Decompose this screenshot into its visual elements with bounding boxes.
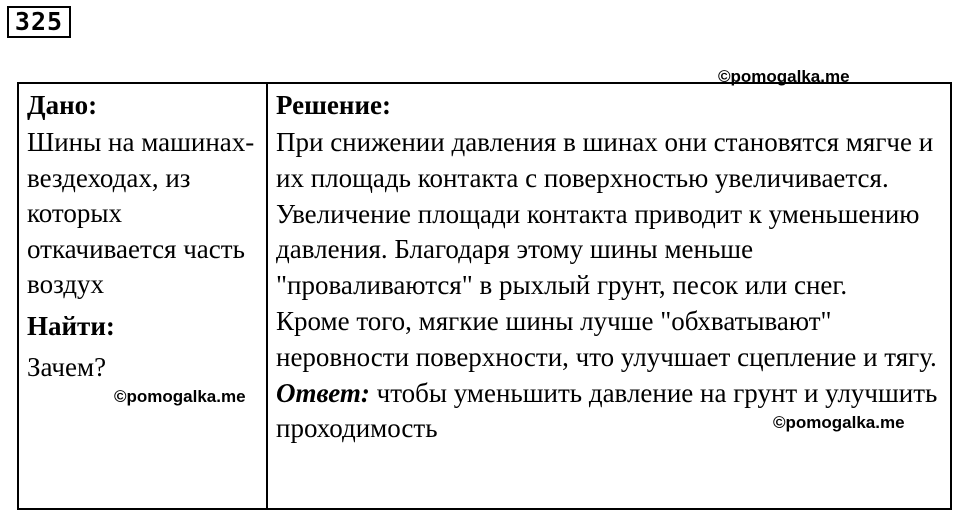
answer-label: Ответ: — [276, 377, 370, 408]
find-heading: Найти: — [27, 310, 115, 341]
given-cell — [18, 83, 267, 509]
question-text: Зачем? — [27, 351, 107, 382]
answer-line — [276, 376, 944, 448]
given-heading: Дано: — [27, 90, 98, 120]
solution-cell — [267, 83, 951, 509]
watermark-right: ©pomogalka.me — [773, 413, 905, 432]
solution-paragraph-1: При снижении давления в шинах они становятся мягче и их площадь контакта с поверхностью увеличивается. Увеличение площади контакта приводит к уменьшению давления. Благодаря этому шины меньше "проваливаются" в рыхлый грунт, песок или снег. — [276, 127, 934, 301]
answer-text: чтобы уменьшить давление на грунт и улучшить проходимость — [276, 377, 938, 444]
solution-heading: Решение: — [276, 90, 391, 120]
watermark-top: ©pomogalka.me — [718, 67, 850, 86]
given-text: Шины на машинах-вездеходах, из которых откачивается часть воздух — [27, 127, 255, 299]
problem-number: 325 — [7, 6, 71, 38]
solution-table — [17, 82, 952, 510]
watermark-left: ©pomogalka.me — [114, 387, 246, 406]
solution-paragraph-2: Кроме того, мягкие шины лучше "обхватывают" неровности поверхности, что улучшает сцепление и тягу. — [276, 305, 937, 372]
table-row — [18, 83, 951, 509]
